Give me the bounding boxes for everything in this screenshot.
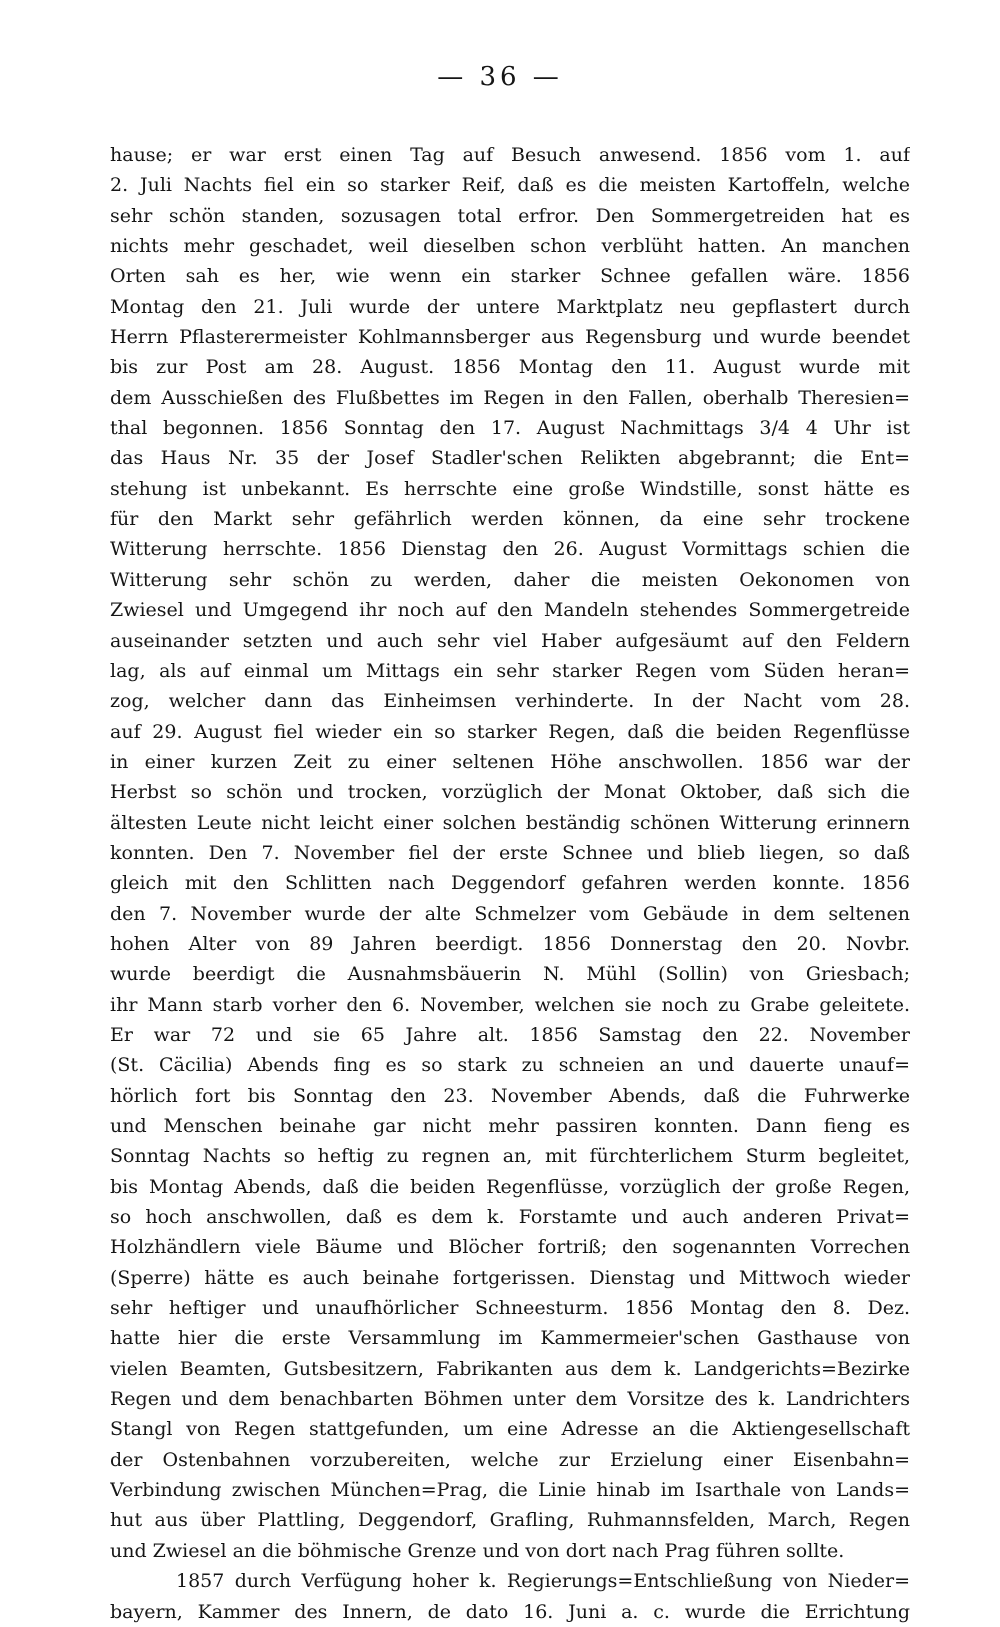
text-line: (St. Cäcilia) Abends fing es so stark zu schneien an und dauerte unauf=: [110, 1054, 910, 1077]
text-line: Er war 72 und sie 65 Jahre alt. 1856 Samstag den 22. November: [110, 1023, 910, 1046]
text-line: Regen und dem benachbarten Böhmen unter dem Vorsitze des k. Landrichters: [110, 1388, 910, 1411]
text-line: der Ostenbahnen vorzubereiten, welche zur Erzielung einer Eisenbahn=: [110, 1448, 910, 1471]
text-line: hut aus über Plattling, Deggendorf, Grafling, Ruhmannsfelden, March, Regen: [110, 1509, 910, 1532]
text-line: so hoch anschwollen, daß es dem k. Forstamte und auch anderen Privat=: [110, 1206, 910, 1229]
body-text: [110, 140, 910, 1627]
text-line: konnten. Den 7. November fiel der erste Schnee und blieb liegen, so daß: [110, 841, 910, 864]
text-line: Witterung herrschte. 1856 Dienstag den 26. August Vormittags schien die: [110, 538, 910, 561]
text-line: hatte hier die erste Versammlung im Kammermeier'schen Gasthause von: [110, 1327, 910, 1350]
page-number: — 36 —: [437, 62, 563, 92]
text-line: nichts mehr geschadet, weil dieselben schon verblüht hatten. An manchen: [110, 235, 910, 258]
text-line: 1857 durch Verfügung hoher k. Regierungs=Entschließung von Nieder=: [176, 1570, 910, 1593]
text-line: Herbst so schön und trocken, vorzüglich der Monat Oktober, daß sich die: [110, 781, 910, 804]
text-line: ihr Mann starb vorher den 6. November, welchen sie noch zu Grabe geleitete.: [110, 993, 910, 1016]
text-line: vielen Beamten, Gutsbesitzern, Fabrikanten aus dem k. Landgerichts=Bezirke: [110, 1357, 910, 1380]
text-line: Orten sah es her, wie wenn ein starker Schnee gefallen wäre. 1856: [110, 265, 910, 288]
text-line: Holzhändlern viele Bäume und Blöcher fortriß; den sogenannten Vorrechen: [110, 1236, 910, 1259]
text-line: lag, als auf einmal um Mittags ein sehr starker Regen vom Süden heran=: [110, 659, 910, 682]
text-line: hause; er war erst einen Tag auf Besuch anwesend. 1856 vom 1. auf: [110, 144, 910, 166]
text-line: bis zur Post am 28. August. 1856 Montag den 11. August wurde mit: [110, 356, 910, 379]
text-line: hohen Alter von 89 Jahren beerdigt. 1856 Donnerstag den 20. Novbr.: [110, 932, 910, 955]
text-line: sehr schön standen, sozusagen total erfror. Den Sommergetreiden hat es: [110, 204, 910, 227]
text-line: sehr heftiger und unaufhörlicher Schneesturm. 1856 Montag den 8. Dez.: [110, 1297, 910, 1320]
text-line: zog, welcher dann das Einheimsen verhinderte. In der Nacht vom 28.: [110, 690, 910, 713]
text-line: den 7. November wurde der alte Schmelzer vom Gebäude in dem seltenen: [110, 902, 910, 925]
text-line: (Sperre) hätte es auch beinahe fortgerissen. Dienstag und Mittwoch wieder: [110, 1266, 910, 1289]
text-line: bis Montag Abends, daß die beiden Regenflüsse, vorzüglich der große Regen,: [110, 1175, 910, 1198]
text-line: und Menschen beinahe gar nicht mehr passiren konnten. Dann fieng es: [110, 1115, 910, 1137]
text-line: ältesten Leute nicht leicht einer solchen beständig schönen Witterung erinnern: [110, 811, 910, 834]
text-line: Sonntag Nachts so heftig zu regnen an, mit fürchterlichem Sturm begleitet,: [110, 1145, 910, 1168]
text-line: hörlich fort bis Sonntag den 23. November Abends, daß die Fuhrwerke: [110, 1084, 910, 1107]
text-line: das Haus Nr. 35 der Josef Stadler'schen Relikten abgebrannt; die Ent=: [110, 447, 910, 470]
text-line: und Zwiesel an die böhmische Grenze und von dort nach Prag führen sollte.: [110, 1539, 845, 1562]
text-line: Zwiesel und Umgegend ihr noch auf den Mandeln stehendes Sommergetreide: [110, 599, 910, 622]
text-line: Verbindung zwischen München=Prag, die Linie hinab im Isarthale von Lands=: [110, 1479, 910, 1502]
text-line: thal begonnen. 1856 Sonntag den 17. August Nachmittags 3/4 4 Uhr ist: [110, 417, 910, 440]
text-line: auseinander setzten und auch sehr viel Haber aufgesäumt auf den Feldern: [110, 629, 910, 652]
text-line: bayern, Kammer des Innern, de dato 16. Juni a. c. wurde die Errichtung: [110, 1600, 910, 1623]
text-line: Montag den 21. Juli wurde der untere Marktplatz neu gepflastert durch: [110, 295, 910, 318]
text-line: in einer kurzen Zeit zu einer seltenen Höhe anschwollen. 1856 war der: [110, 750, 910, 773]
text-line: Stangl von Regen stattgefunden, um eine Adresse an die Aktiengesellschaft: [110, 1418, 910, 1441]
text-line: wurde beerdigt die Ausnahmsbäuerin N. Mühl (Sollin) von Griesbach;: [110, 963, 910, 986]
text-line: für den Markt sehr gefährlich werden können, da eine sehr trockene: [110, 508, 910, 531]
text-line: stehung ist unbekannt. Es herrschte eine große Windstille, sonst hätte es: [110, 477, 910, 500]
text-line: Witterung sehr schön zu werden, daher die meisten Oekonomen von: [110, 568, 910, 591]
text-line: auf 29. August fiel wieder ein so starker Regen, daß die beiden Regenflüsse: [110, 720, 910, 743]
text-line: 2. Juli Nachts fiel ein so starker Reif, daß es die meisten Kartoffeln, welche: [110, 174, 910, 197]
text-line: dem Ausschießen des Flußbettes im Regen in den Fallen, oberhalb Theresien=: [110, 386, 910, 409]
text-line: gleich mit den Schlitten nach Deggendorf gefahren werden konnte. 1856: [110, 872, 910, 895]
text-line: Herrn Pflasterermeister Kohlmannsberger aus Regensburg und wurde beendet: [110, 326, 910, 349]
